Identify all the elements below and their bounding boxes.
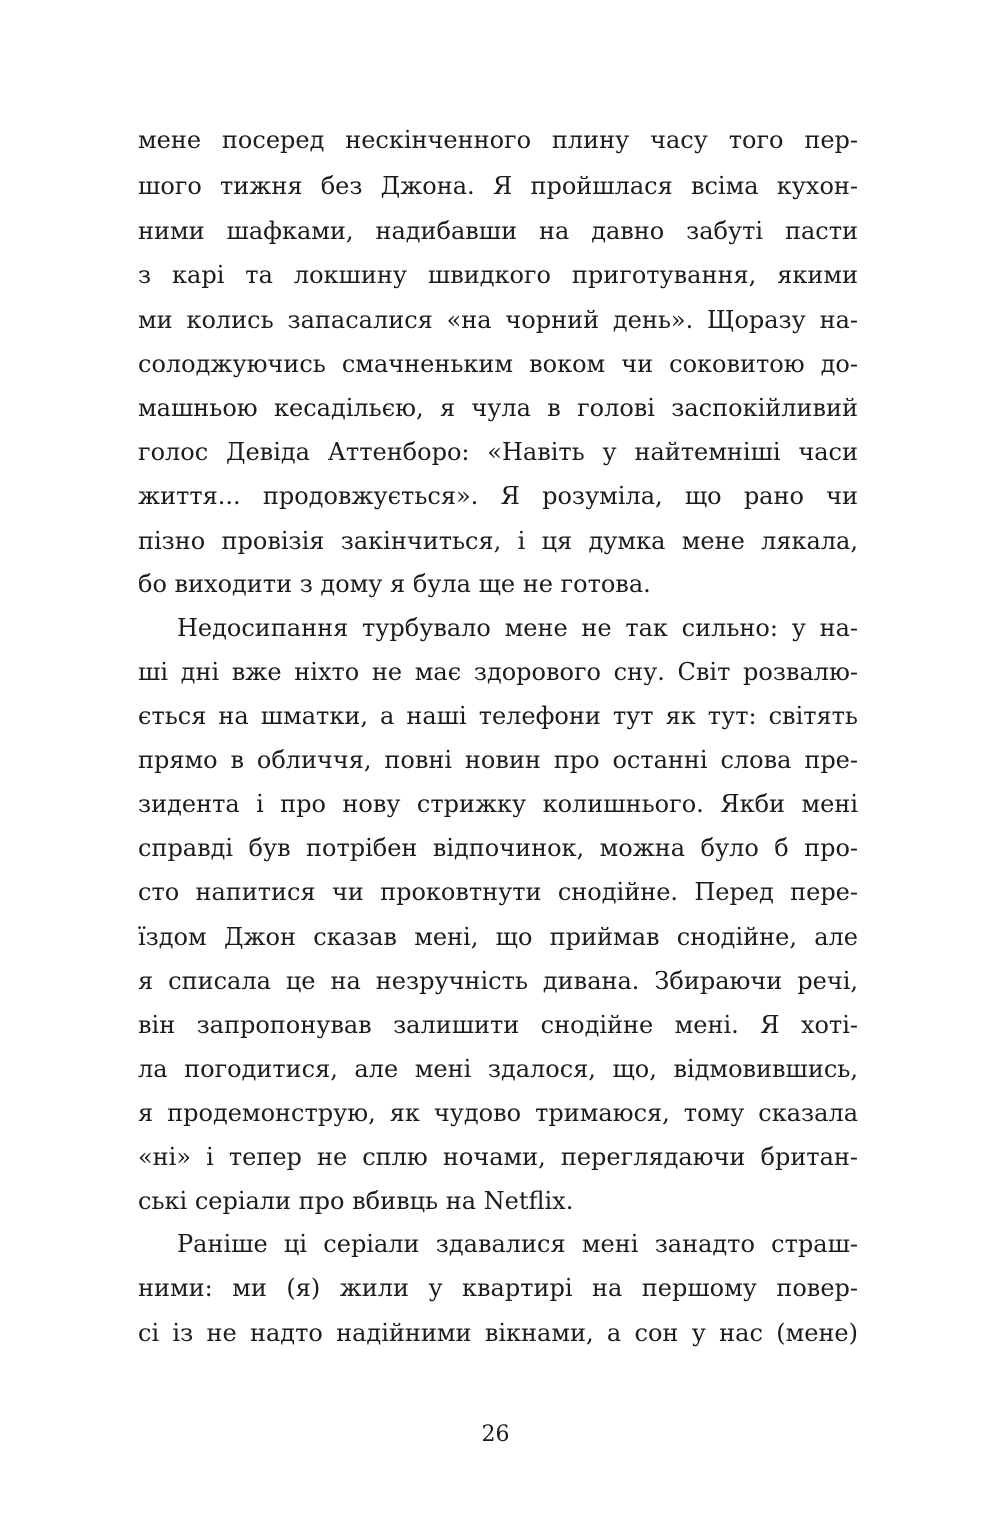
text-line: бо виходити з дому я була ще не готова.	[138, 570, 651, 598]
text-line: ші дні вже ніхто не має здорового сну. Світ розвалю-	[138, 658, 858, 686]
text-line: ла погодитися, але мені здалося, що, відмовившись,	[138, 1055, 858, 1083]
text-line: з карі та локшину швидкого приготування, якими	[138, 261, 858, 289]
text-line: справді був потрібен відпочинок, можна було б про-	[138, 834, 858, 862]
text-line: шого тижня без Джона. Я пройшлася всіма кухон-	[138, 172, 858, 200]
text-line: ється на шматки, а наші телефони тут як тут: світять	[138, 702, 858, 730]
text-line: машньою кесадільєю, я чула в голові заспокійливий	[138, 394, 858, 422]
text-line: ними шафками, надибавши на давно забуті пасти	[138, 217, 858, 245]
text-line: сто напитися чи проковтнути снодійне. Перед пере-	[138, 878, 858, 906]
text-line: я продемонструю, як чудово тримаюся, тому сказала	[138, 1099, 858, 1127]
text-line: їздом Джон сказав мені, що приймав снодійне, але	[138, 923, 858, 951]
text-line: Недосипання турбувало мене не так сильно: у на-	[177, 614, 858, 642]
text-line: прямо в обличчя, повні новин про останні слова пре-	[138, 746, 858, 774]
text-line: зидента і про нову стрижку колишнього. Якби мені	[138, 790, 858, 818]
text-line: ські серіали про вбивць на Netflix.	[138, 1187, 574, 1215]
text-line: мене посеред нескінченного плину часу того пер-	[138, 126, 858, 154]
text-line: солоджуючись смачненьким воком чи соковитою до-	[138, 350, 858, 378]
text-line: пізно провізія закінчиться, і ця думка мене лякала,	[138, 527, 858, 555]
text-line: життя... продовжується». Я розуміла, що рано чи	[138, 482, 858, 510]
text-line: «ні» і тепер не сплю ночами, переглядаючи британ-	[138, 1143, 858, 1171]
text-line: я списала це на незручність дивана. Збираючи речі,	[138, 967, 858, 995]
text-line: сі із не надто надійними вікнами, а сон у нас (мене)	[138, 1319, 858, 1347]
text-line: Раніше ці серіали здавалися мені занадто страш-	[177, 1230, 858, 1258]
text-line: голос Девіда Аттенборо: «Навіть у найтемніші часи	[138, 438, 858, 466]
page-number: 26	[481, 1422, 510, 1447]
text-line: він запропонував залишити снодійне мені. Я хоті-	[138, 1011, 858, 1039]
text-line: ми колись запасалися «на чорний день». Щоразу на-	[138, 306, 858, 334]
text-line: ними: ми (я) жили у квартирі на першому повер-	[138, 1274, 858, 1302]
